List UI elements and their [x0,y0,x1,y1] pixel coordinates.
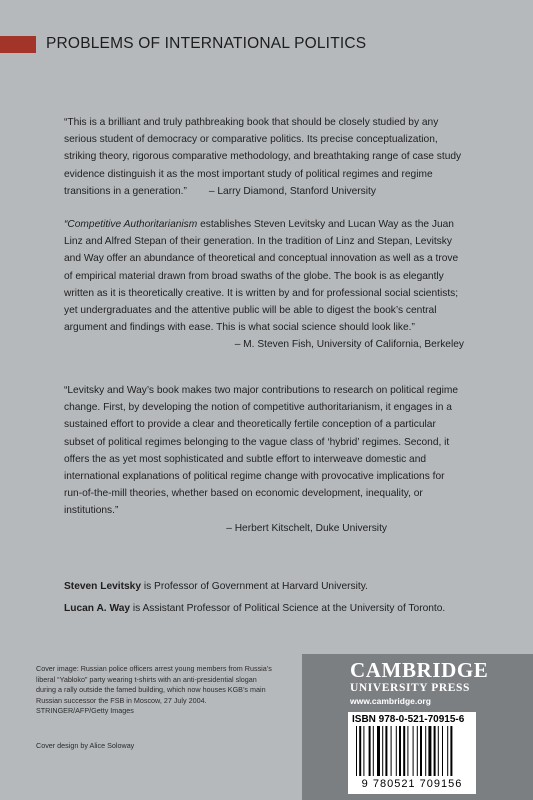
author-bio-way [64,602,484,616]
publisher-url: www.cambridge.org [350,696,431,706]
cover-image-credit: Cover image: Russian police officers arrest young members from Russia’s liberal “Yabloko” party wearing t-shirts with an anti-presidential slogan during a rally outside the famed building, which now houses KGB’s main Russian successor the FSB in Moscow, 27 July 2004. STRINGER/AFP/Getty Images [36,664,272,716]
blurb-attribution: – Herbert Kitschelt, Duke University [226,522,387,534]
author-bio-text: is Professor of Government at Harvard University. [141,581,368,592]
series-accent-bar [0,36,36,53]
publisher-logo-name: CAMBRIDGE [350,658,489,682]
author-name: Steven Levitsky [64,581,142,592]
author-bio-text: is Assistant Professor of Political Science at the University of Toronto. [130,603,446,614]
blurb-text-part-1: “Levitsky and Way’s book makes two major contributions to research on political regime change. First, by developing the notion of competitive authoritarianism, it engages in a [64,385,459,414]
series-title: PROBLEMS OF INTERNATIONAL POLITICS [46,35,367,52]
blurb-text: establishes Steven Levitsky and Lucan Way as the Juan Linz and Alfred Stepan of their generation. In the tradition of Linz and Stepan, Levitsky and Way offer an abundance of theoretical and conceptual innovation as well as a trove of empirical material drawn from broad swaths of the globe. The book is as elegantly written as it is theoretically creative. It is written by and for professional social scientists; yet undergraduates and the attentive public will be able to digest the book’s central argument and findings with ease. This is what social science should look like.” [64,219,459,334]
blurb-text-part-2: sustained effort to provide a clear and theoretically fertile conception of a particular subset of political regimes belonging to the vague class of ‘hybrid’ regimes. Second, it offers the as yet most sophisticated and subtle effort to interweave domestic and international explanations of political regime change with provocative implications for run-of-the-mill theories, whether based on economic development, inequality, or institutions.” [64,419,450,517]
author-bio-levitsky [64,580,484,594]
blurb-diamond [64,114,464,200]
blurb-fish [64,216,464,354]
blurb-text: “This is a brilliant and truly pathbreaking book that should be closely studied by any serious student of democracy or comparative politics. Its precise conceptualization, striking theory, rigorous comparative methodology, and breathtaking range of case study evidence distinguish it as the most important study of political regimes and regime transitions in a generation.” [64,117,462,197]
publisher-logo-sub: UNIVERSITY PRESS [350,682,471,694]
blurb-kitschelt [64,382,464,537]
book-title: “Competitive Authoritarianism [64,219,198,230]
isbn-label: ISBN 978-0-521-70915-6 [352,714,465,725]
cover-design-credit: Cover design by Alice Soloway [36,741,135,750]
blurb-attribution: – Larry Diamond, Stanford University [208,185,376,197]
author-name: Lucan A. Way [64,603,131,614]
barcode-digits: 9 780521 709156 [361,778,463,790]
isbn-barcode [348,712,476,794]
barcode-icon [354,726,470,778]
blurb-attribution: – M. Steven Fish, University of California, Berkeley [234,339,464,351]
